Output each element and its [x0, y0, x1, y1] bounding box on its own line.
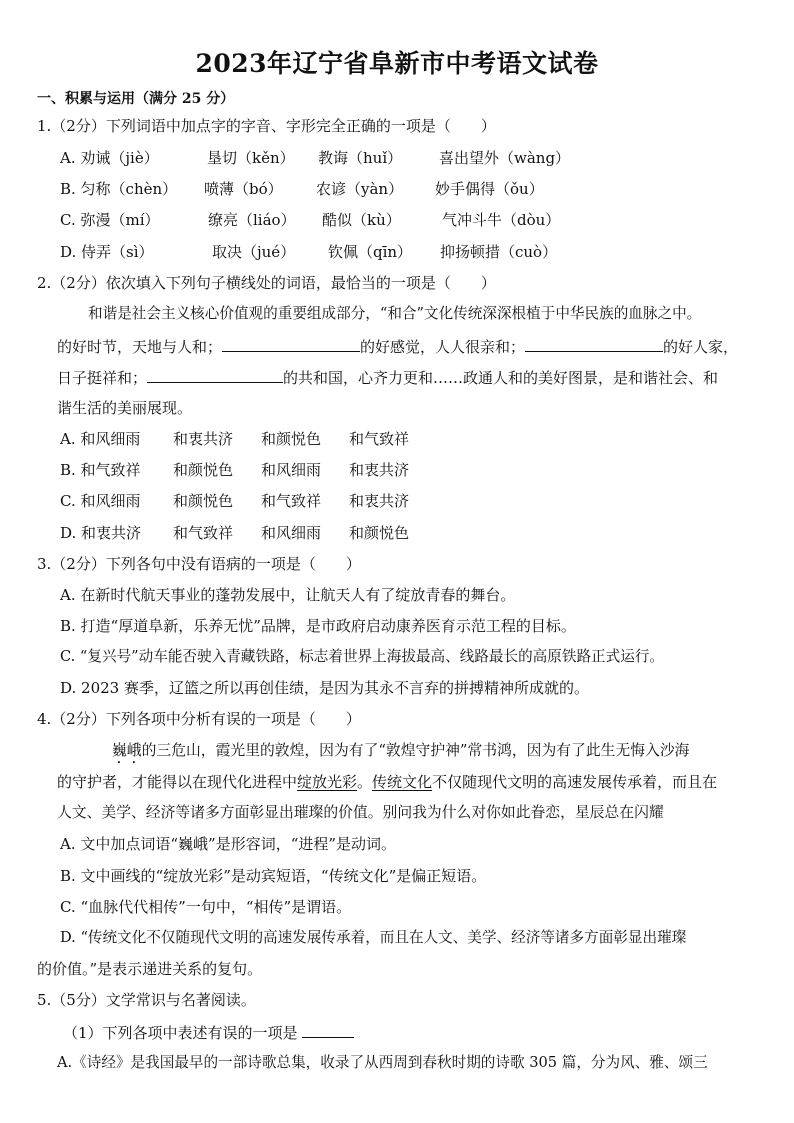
q2-option-d4: 和颜悦色 — [349, 524, 410, 542]
section-heading: 一、积累与运用（满分 25 分） — [37, 91, 235, 107]
q5-option-a: A.《诗经》是我国最早的一部诗歌总集，收录了从西周到春秋时期的诗歌 305 篇，分为风、雅、颂三 — [57, 1054, 708, 1071]
q2-option-c1: C. 和风细雨 — [60, 492, 141, 510]
q1-option-c2: 缭亮（liáo） — [208, 211, 296, 229]
q4-passage-line1: 巍峨的三危山，霞光里的敦煌，因为有了“敦煌守护神”常书鸿，因为有了此生无悔入沙海 — [112, 742, 690, 759]
q2-passage-line2: 的好时节，天地与人和； 的好感觉，人人很亲和； 的好人家， — [57, 338, 739, 356]
q2-option-a1: A. 和风细雨 — [60, 430, 141, 448]
q1-option-b3: 农谚（yàn） — [316, 180, 404, 198]
q3-option-b: B. 打造“厚道阜新，乐养无忧”品牌，是市政府启动康养医育示范工程的目标。 — [60, 617, 576, 635]
q2-option-c4: 和衷共济 — [349, 492, 410, 510]
q2-blank-4 — [147, 367, 283, 383]
q2-option-b2: 和颜悦色 — [173, 461, 234, 479]
q2-blank-2 — [222, 336, 360, 352]
q2-passage-line3: 日子挺祥和； 的共和国，心齐力更和……政通人和的美好图景，是和谐社会、和 — [57, 369, 719, 387]
q2-passage-line4: 谐生活的美丽展现。 — [57, 399, 193, 417]
q5-sub1: （1）下列各项中表述有误的一项是 — [63, 1022, 354, 1043]
q4-dotted-word: 巍峨 — [112, 742, 142, 759]
q2-option-d2: 和气致祥 — [173, 524, 234, 542]
q4-underlined-phrase-1: 绽放光彩 — [297, 773, 358, 791]
q1-option-d4: 抑扬顿措（cuò） — [440, 243, 558, 261]
q3-option-c: C. “复兴号”动车能否驶入青藏铁路，标志着世界上海拔最高、线路最长的高原铁路正式运行。 — [60, 648, 665, 665]
q1-option-c4: 气冲斗牛（dòu） — [442, 211, 561, 229]
q2-option-a3: 和颜悦色 — [261, 430, 322, 448]
q1-option-a1: A. 劝诫（jiè） — [60, 149, 159, 167]
q2-option-c2: 和颜悦色 — [173, 492, 234, 510]
q4-option-d-continued: 的价值。”是表示递进关系的复句。 — [37, 960, 263, 978]
q2-stem: 2.（2分）依次填入下列句子横线处的词语，最恰当的一项是（ ） — [37, 274, 496, 292]
q4-underlined-phrase-2: 传统文化 — [372, 773, 433, 791]
q1-option-d2: 取决（jué） — [212, 243, 296, 261]
q1-option-a4: 喜出望外（wàng） — [439, 149, 571, 167]
q4-option-a: A. 文中加点词语“巍峨”是形容词，“进程”是动词。 — [60, 835, 397, 853]
q1-option-b2: 喷薄（bó） — [204, 180, 283, 198]
exam-title: 2023年辽宁省阜新市中考语文试卷 — [195, 49, 599, 78]
q4-passage-line2: 的守护者，才能得以在现代化进程中绽放光彩。传统文化不仅随现代文明的高速发展传承着，而且在 — [57, 773, 718, 791]
q4-option-d: D. “传统文化不仅随现代文明的高速发展传承着，而且在人文、美学、经济等诸多方面彰显出璀璨 — [60, 929, 687, 946]
q4-stem: 4.（2分）下列各项中分析有误的一项是（ ） — [37, 710, 361, 728]
q2-option-b1: B. 和气致祥 — [60, 461, 141, 479]
q2-option-a4: 和气致祥 — [349, 430, 410, 448]
q1-option-a3: 教诲（huǐ） — [318, 149, 403, 167]
q2-option-b3: 和风细雨 — [261, 461, 322, 479]
q1-option-d3: 钦佩（qīn） — [328, 243, 413, 261]
q2-passage-line1: 和谐是社会主义核心价值观的重要组成部分，“和合”文化传统深深根植于中华民族的血脉之中。 — [88, 305, 702, 322]
q2-option-a2: 和衷共济 — [173, 430, 234, 448]
q1-option-b1: B. 匀称（chèn） — [60, 180, 178, 198]
q1-option-a2: 垦切（kěn） — [207, 149, 295, 167]
q3-option-d: D. 2023 赛季，辽篮之所以再创佳绩，是因为其永不言弃的拼搏精神所成就的。 — [60, 679, 589, 697]
q4-option-b: B. 文中画线的“绽放光彩”是动宾短语，“传统文化”是偏正短语。 — [60, 867, 487, 885]
q1-option-d1: D. 侍弄（sì） — [60, 243, 154, 261]
q1-option-b4: 妙手偶得（ǒu） — [435, 180, 544, 198]
q1-option-c1: C. 弥漫（mí） — [60, 211, 160, 229]
q2-option-d3: 和风细雨 — [261, 524, 322, 542]
q1-stem: 1.（2分）下列词语中加点字的字音、字形完全正确的一项是（ ） — [37, 117, 496, 135]
q5-stem: 5.（5分）文学常识与名著阅读。 — [37, 991, 256, 1009]
q2-option-d1: D. 和衷共济 — [60, 524, 142, 542]
q2-blank-3 — [525, 336, 663, 352]
q2-option-b4: 和衷共济 — [349, 461, 410, 479]
q3-stem: 3.（2分）下列各句中没有语病的一项是（ ） — [37, 555, 361, 573]
q2-option-c3: 和气致祥 — [261, 492, 322, 510]
q5-sub1-blank — [302, 1022, 354, 1038]
q4-option-c: C. “血脉代代相传”一句中，“相传”是谓语。 — [60, 898, 352, 916]
q1-option-c3: 酷似（kù） — [322, 211, 401, 229]
q3-option-a: A. 在新时代航天事业的蓬勃发展中，让航天人有了绽放青春的舞台。 — [60, 586, 516, 604]
q4-passage-line3: 人文、美学、经济等诸多方面彰显出璀璨的价值。别问我为什么对你如此眷恋，星辰总在闪耀 — [57, 804, 664, 821]
